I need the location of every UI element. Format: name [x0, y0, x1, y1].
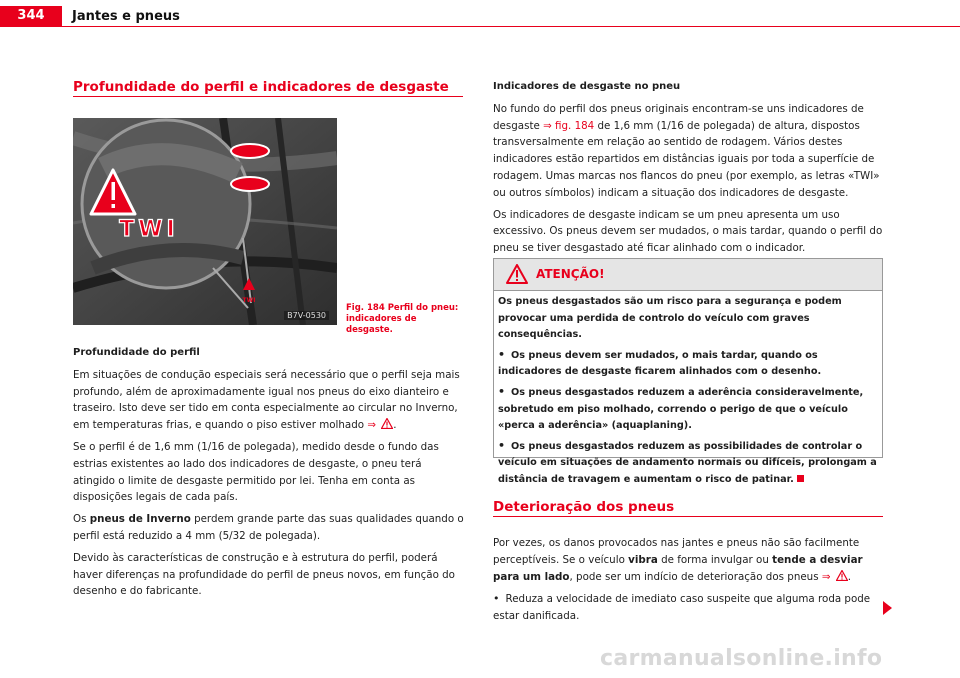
warning-item: • Os pneus devem ser mudados, o mais tardar, quando os indicadores de desgaste ficarem alinhados com o desenho.	[498, 347, 822, 378]
section2-text	[493, 535, 885, 630]
page-number: 344	[0, 6, 62, 26]
paragraph: Os indicadores de desgaste indicam se um pneu apresenta um uso excessivo. Os pneus devem ser mudados, o mais tardar, quando o perfil do pneu se tiver desgastado até ficar alinhado com o indicador.	[493, 208, 883, 255]
paragraph: Os pneus de Inverno perdem grande parte das suas qualidades quando o perfil está reduzido a 4 mm (5/32 de polegada).	[73, 513, 464, 542]
figure-caption: Fig. 184 Perfil do pneu: indicadores de desgaste.	[346, 303, 459, 335]
paragraph: Por vezes, os danos provocados nas jantes e pneus não são facilmente perceptíveis. Se o veículo vibra de forma invulgar ou tende a desviar para um lado, pode ser um indício de deterioração dos pneus ⇒ .	[493, 537, 863, 583]
header-rule	[0, 26, 960, 27]
section-title-tire-damage: Deterioração dos pneus	[493, 499, 675, 515]
section-rule	[493, 516, 883, 517]
subheading-wear-indicators: Indicadores de desgaste no pneu	[493, 81, 681, 92]
end-of-section-mark	[797, 475, 804, 482]
paragraph: No fundo do perfil dos pneus originais encontram-se uns indicadores de desgaste ⇒ fig. 184 de 1,6 mm (1/16 de polegada) de altura, dispostos transversalmente em relação ao sentido de rodagem. Vários destes indicadores estão repartidos em distâncias iguais por toda a superfície de rodagem. Umas marcas nos flancos do pneu (por exemplo, as letras «TWI» ou outros símbolos) indicam a situação dos indicadores de desgaste.	[493, 102, 880, 199]
chapter-title: Jantes e pneus	[72, 9, 180, 24]
paragraph: Devido às características de construção e à estrutura do perfil, poderá haver diferenças na profundidade do perfil de pneus novos, em função do desenho e do fabricante.	[73, 551, 455, 598]
continue-arrow-icon[interactable]	[883, 601, 892, 615]
section-title-tread-depth: Profundidade do perfil e indicadores de desgaste	[73, 79, 449, 95]
left-column-text	[73, 345, 466, 605]
warning-title: ATENÇÃO!	[536, 267, 605, 281]
warning-triangle-icon	[836, 570, 848, 581]
subheading-tread-depth: Profundidade do perfil	[73, 347, 200, 358]
figure-code: B7V-0530	[284, 311, 329, 320]
tire-twi-mark: TWI	[242, 297, 256, 304]
tire-tread-figure	[73, 118, 337, 325]
warning-header	[494, 259, 882, 291]
list-item: • Reduza a velocidade de imediato caso suspeite que alguma roda pode estar danificada.	[493, 592, 871, 623]
warning-item: • Os pneus desgastados reduzem a aderência consideravelmente, sobretudo em piso molhado, correndo o perigo de que o veículo «perca a aderência» (aquaplaning).	[498, 384, 864, 432]
paragraph: Se o perfil é de 1,6 mm (1/16 de polegada), medido desde o fundo das estrias existentes ao lado dos indicadores de desgaste, o pneu terá atingido o limite de desgaste permitido por lei. Tenha em conta as disposições legais de cada país.	[73, 440, 439, 504]
twi-label: TWI	[119, 217, 179, 242]
figure-cross-ref[interactable]: ⇒ fig. 184	[543, 119, 595, 132]
warning-intro: Os pneus desgastados são um risco para a segurança e podem provocar uma perdida de controlo do veículo com graves consequências.	[498, 296, 842, 341]
warning-cross-ref[interactable]: ⇒	[822, 571, 848, 583]
warning-triangle-icon	[381, 418, 393, 429]
warning-cross-ref[interactable]: ⇒	[367, 419, 393, 431]
watermark: carmanualsonline.info	[600, 646, 883, 671]
warning-triangle-icon	[506, 264, 528, 284]
section-rule	[73, 96, 463, 97]
warning-body	[494, 291, 882, 489]
warning-box	[493, 258, 883, 485]
warning-item: • Os pneus desgastados reduzem as possibilidades de controlar o veículo em situações de andamento normais ou difíceis, prolongam a distância de travagem e aumentam o risco de patinar.	[498, 438, 877, 485]
right-column-text	[493, 79, 885, 262]
tire-tread-illustration	[73, 118, 337, 325]
paragraph: Em situações de condução especiais será necessário que o perfil seja mais profundo, além de aproximadamente igual nos pneus do eixo dianteiro e traseiro. Isto deve ser tido em conta especialmente ao circular no Inverno, em temperaturas frias, e quando o piso estiver molhado ⇒ .	[73, 368, 460, 432]
